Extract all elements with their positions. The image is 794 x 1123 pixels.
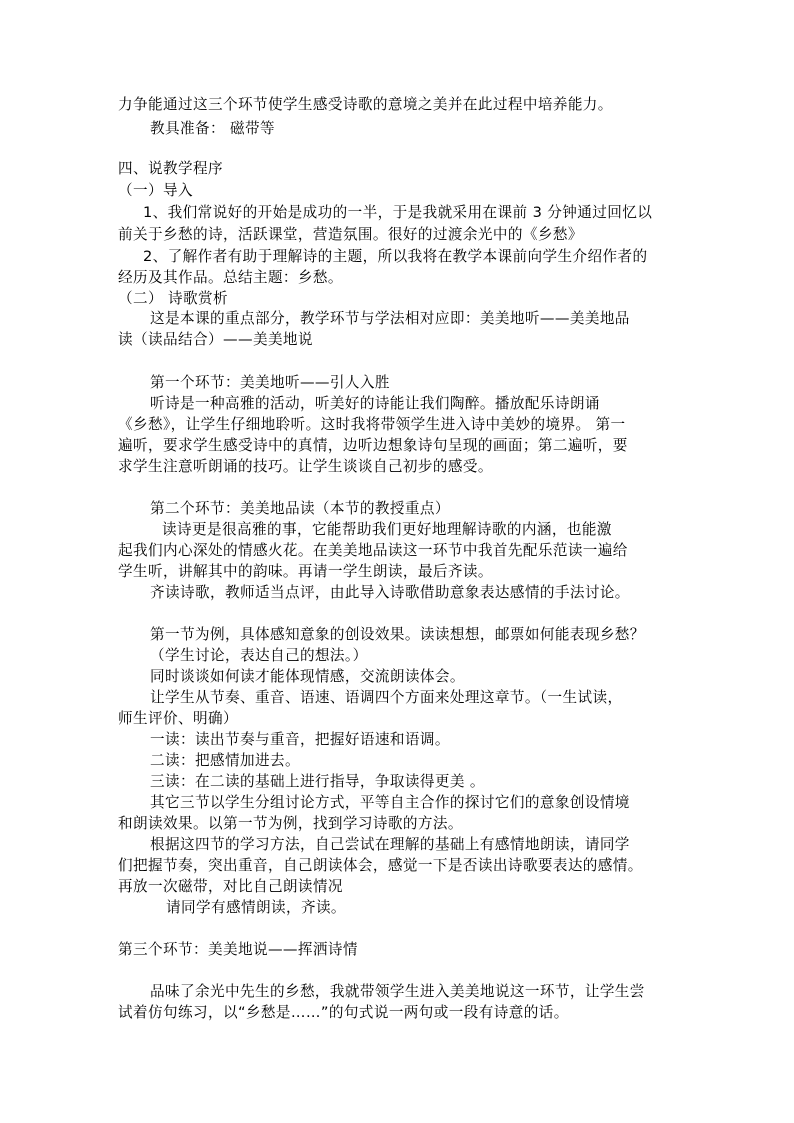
text-line: 2、了解作者有助于理解诗的主题，所以我将在教学本课前向学生介绍作者的 [143, 248, 648, 265]
text-line: 第一节为例，具体感知意象的创设效果。读读想想，邮票如何能表现乡愁？ [150, 626, 645, 643]
text-line: 根据这四节的学习方法，自己尝试在理解的基础上有感情地朗读，请同学 [150, 836, 630, 853]
text-line: 读诗更是很高雅的事，它能帮助我们更好地理解诗歌的内涵，也能激 [162, 521, 612, 538]
subsection-heading: （二） 诗歌赏析 [118, 290, 228, 307]
text-line: 一读：读出节奏与重音，把握好语速和语调。 [150, 731, 450, 748]
text-line: 其它三节以学生分组讨论方式，平等自主合作的探讨它们的意象创设情境 [150, 794, 630, 811]
step-heading: 第一个环节：美美地听——引人入胜 [150, 374, 390, 391]
text-line: 师生评价、明确） [118, 710, 238, 727]
text-line: 读（读品结合）——美美地说 [118, 331, 313, 348]
text-line: 起我们内心深处的情感火花。在美美地品读这一环节中我首先配乐范读一遍给 [118, 542, 628, 559]
text-line: 二读：把感情加进去。 [150, 752, 300, 769]
text-line: 前关于乡愁的诗，活跃课堂，营造氛围。很好的过渡余光中的《乡愁》 [118, 226, 583, 243]
subsection-heading: （一）导入 [118, 182, 193, 199]
text-line: 三读：在二读的基础上进行指导，争取读得更美 。 [150, 773, 485, 790]
text-line: 经历及其作品。总结主题：乡愁。 [118, 269, 343, 286]
step-heading: 第二个环节：美美地品读（本节的教授重点） [150, 500, 450, 517]
text-line: 教具准备： 磁带等 [150, 120, 275, 137]
text-line: 同时谈谈如何读才能体现情感，交流朗读体会。 [150, 668, 465, 685]
section-heading: 四、说教学程序 [118, 160, 223, 177]
text-line: 求学生注意听朗诵的技巧。让学生谈谈自己初步的感受。 [118, 458, 493, 475]
text-line: 听诗是一种高雅的活动，听美好的诗能让我们陶醉。播放配乐诗朗诵 [150, 395, 600, 412]
text-line: 这是本课的重点部分，教学环节与学法相对应即：美美地听——美美地品 [150, 310, 630, 327]
text-line: 1、我们常说好的开始是成功的一半，于是我就采用在课前 3 分钟通过回忆以 [143, 204, 653, 221]
text-line: 《乡愁》，让学生仔细地聆听。这时我将带领学生进入诗中美妙的境界。 第一 [118, 416, 626, 433]
text-line: 再放一次磁带，对比自己朗读情况 [118, 878, 343, 895]
text-line: （学生讨论，表达自己的想法。） [150, 647, 368, 664]
text-line: 力争能通过这三个环节使学生感受诗歌的意境之美并在此过程中培养能力。 [118, 96, 613, 113]
step-heading: 第三个环节：美美地说——挥洒诗情 [118, 941, 358, 958]
text-line: 齐读诗歌，教师适当点评，由此导入诗歌借助意象表达感情的手法讨论。 [150, 584, 630, 601]
text-line: 试着仿句练习，以“乡愁是……”的句式说一两句或一段有诗意的话。 [118, 1004, 569, 1021]
text-line: 遍听，要求学生感受诗中的真情，边听边想象诗句呈现的画面；第二遍听，要 [118, 437, 628, 454]
text-line: 和朗读效果。以第一节为例，找到学习诗歌的方法。 [118, 815, 463, 832]
text-line: 们把握节奏，突出重音，自己朗读体会，感觉一下是否读出诗歌要表达的感情。 [118, 857, 643, 874]
text-line: 请同学有感情朗读，齐读。 [166, 899, 346, 916]
text-line: 学生听，讲解其中的韵味。再请一学生朗读，最后齐读。 [118, 563, 493, 580]
text-line: 品味了余光中先生的乡愁，我就带领学生进入美美地说这一环节，让学生尝 [150, 983, 645, 1000]
text-line: 让学生从节奏、重音、语速、语调四个方面来处理这章节。（一生试读， [150, 689, 623, 706]
